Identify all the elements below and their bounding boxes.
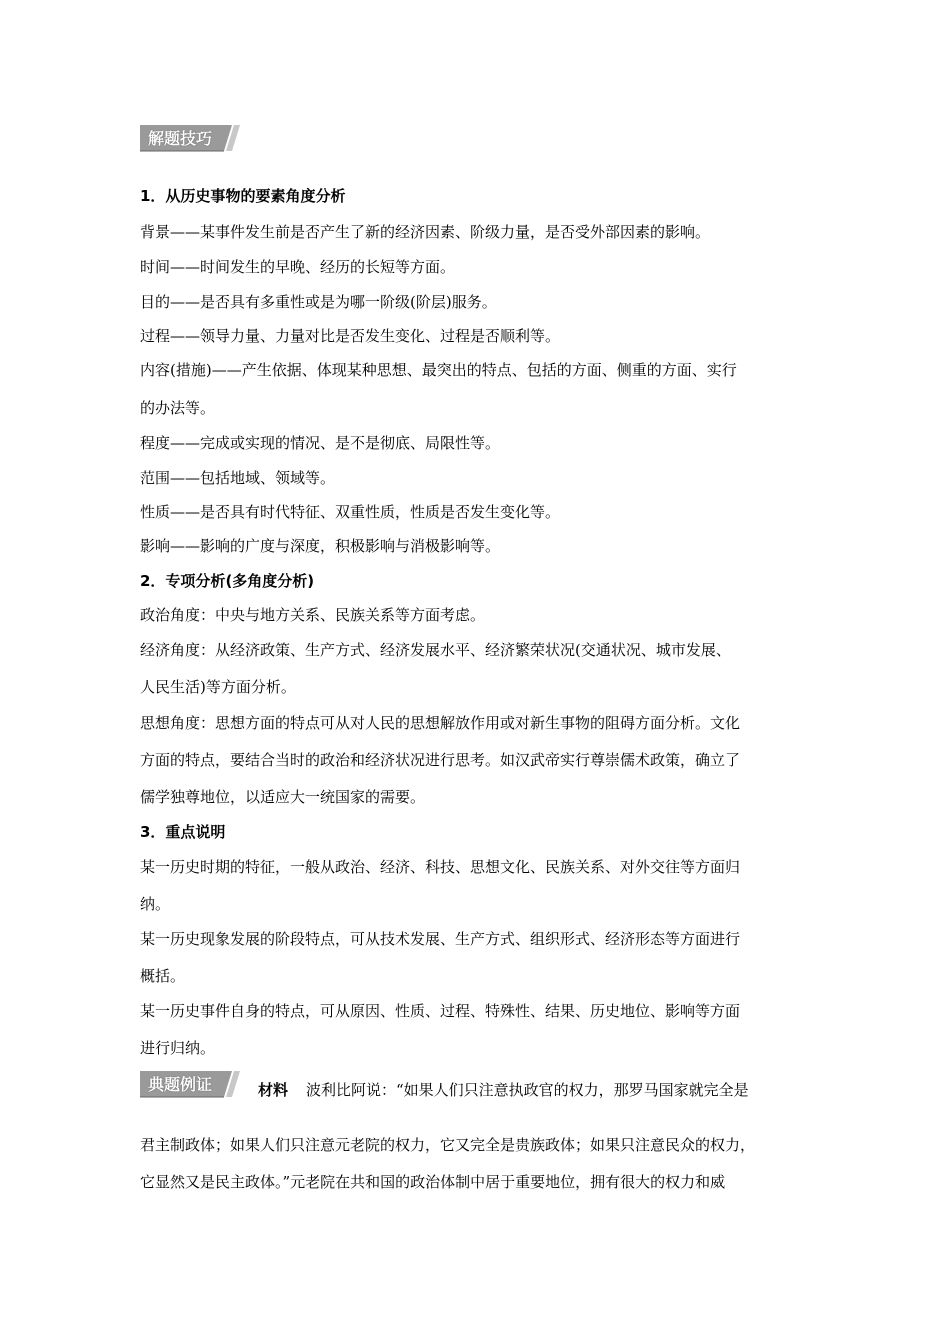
text-line: 某一历史事件自身的特点，可从原因、性质、过程、特殊性、结果、历史地位、影响等方面 bbox=[140, 1002, 741, 1020]
text-line: 进行归纳。 bbox=[140, 1039, 216, 1057]
text-line: 范围——包括地域、领域等。 bbox=[140, 469, 336, 487]
text-line: 内容(措施)——产生依据、体现某种思想、最突出的特点、包括的方面、侧重的方面、实行 bbox=[140, 361, 737, 379]
text-line: 方面的特点，要结合当时的政治和经济状况进行思考。如汉武帝实行尊崇儒术政策，确立了 bbox=[140, 751, 741, 769]
text-line: 性质——是否具有时代特征、双重性质，性质是否发生变化等。 bbox=[140, 503, 561, 521]
text-line: 背景——某事件发生前是否产生了新的经济因素、阶级力量，是否受外部因素的影响。 bbox=[140, 223, 711, 241]
example-badge bbox=[140, 1070, 236, 1094]
text-line: 某一历史时期的特征，一般从政治、经济、科技、思想文化、民族关系、对外交往等方面归 bbox=[140, 858, 741, 876]
text-line: 思想角度：思想方面的特点可从对人民的思想解放作用或对新生事物的阻碍方面分析。文化 bbox=[140, 714, 741, 732]
text-line: 时间——时间发生的早晚、经历的长短等方面。 bbox=[140, 258, 456, 276]
section-heading-3: 3．重点说明 bbox=[140, 823, 226, 841]
example-text: 波利比阿说：“如果人们只注意执政官的权力，那罗马国家就完全是 bbox=[306, 1081, 749, 1099]
text-line: 某一历史现象发展的阶段特点，可从技术发展、生产方式、组织形式、经济形态等方面进行 bbox=[140, 930, 741, 948]
text-line: 的办法等。 bbox=[140, 399, 216, 417]
example-lead: 材料 bbox=[258, 1081, 289, 1099]
text-line: 影响——影响的广度与深度，积极影响与消极影响等。 bbox=[140, 537, 501, 555]
text-line: 过程——领导力量、力量对比是否发生变化、过程是否顺利等。 bbox=[140, 327, 561, 345]
example-badge-label: 典题例证 bbox=[148, 1075, 213, 1094]
text-line: 程度——完成或实现的情况、是不是彻底、局限性等。 bbox=[140, 434, 501, 452]
tips-badge bbox=[140, 124, 236, 148]
text-line: 经济角度：从经济政策、生产方式、经济发展水平、经济繁荣状况(交通状况、城市发展、 bbox=[140, 641, 731, 659]
example-line-1 bbox=[258, 1080, 749, 1100]
example-line-2: 君主制政体；如果人们只注意元老院的权力，它又完全是贵族政体；如果只注意民众的权力， bbox=[140, 1136, 756, 1154]
text-line: 纳。 bbox=[140, 895, 171, 913]
example-line-3: 它显然又是民主政体。”元老院在共和国的政治体制中居于重要地位，拥有很大的权力和威 bbox=[140, 1173, 726, 1191]
section-heading-1: 1．从历史事物的要素角度分析 bbox=[140, 187, 346, 205]
text-line: 儒学独尊地位，以适应大一统国家的需要。 bbox=[140, 788, 426, 806]
text-line: 目的——是否具有多重性或是为哪一阶级(阶层)服务。 bbox=[140, 293, 497, 311]
text-line: 政治角度：中央与地方关系、民族关系等方面考虑。 bbox=[140, 606, 486, 624]
text-line: 概括。 bbox=[140, 967, 186, 985]
section-heading-2: 2．专项分析(多角度分析) bbox=[140, 572, 315, 590]
text-line: 人民生活)等方面分析。 bbox=[140, 678, 296, 696]
tips-badge-label: 解题技巧 bbox=[148, 129, 213, 148]
